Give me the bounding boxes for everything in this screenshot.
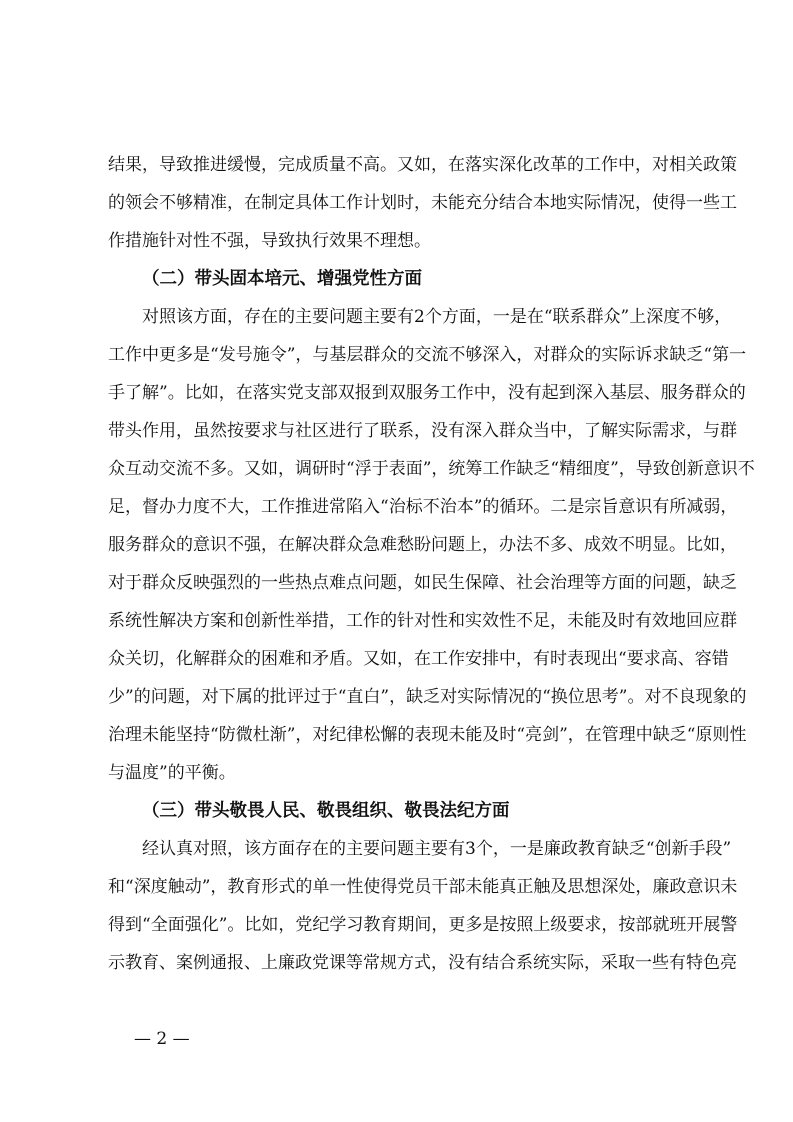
body-text-line: 对于群众反映强烈的一些热点难点问题，如民生保障、社会治理等方面的问题，缺乏 xyxy=(108,573,737,593)
body-text-line: 与温度”的平衡。 xyxy=(108,763,236,783)
body-text-line: 众关切，化解群众的困难和矛盾。又如，在工作安排中，有时表现出“要求高、容错 xyxy=(108,649,729,669)
body-text-line: 众互动交流不多。又如，调研时“浮于表面”，统筹工作缺乏“精细度”，导致创新意识不 xyxy=(108,459,755,479)
body-text-line: 经认真对照，该方面存在的主要问题主要有3个，一是廉政教育缺乏“创新手段” xyxy=(142,839,732,859)
body-text-line: 治理未能坚持“防微杜渐”，对纪律松懈的表现未能及时“亮剑”，在管理中缺乏“原则性 xyxy=(108,725,747,745)
body-text-line: 工作中更多是“发号施令”，与基层群众的交流不够深入，对群众的实际诉求缺乏“第一 xyxy=(108,345,747,365)
body-text-line: 示教育、案例通报、上廉政党课等常规方式，没有结合系统实际，采取一些有特色亮 xyxy=(108,953,737,973)
body-text-line: 少”的问题，对下属的批评过于“直白”，缺乏对实际情况的“换位思考”。对不良现象的 xyxy=(108,687,747,707)
body-text-line: 和“深度触动”，教育形式的单一性使得党员干部未能真正触及思想深处，廉政意识未 xyxy=(108,877,738,897)
body-text-line: 带头作用，虽然按要求与社区进行了联系，没有深入群众当中，了解实际需求，与群 xyxy=(108,421,737,441)
body-text-line: 对照该方面，存在的主要问题主要有2个方面，一是在“联系群众”上深度不够， xyxy=(142,307,732,327)
body-text-line: 足，督办力度不大，工作推进常陷入“治标不治本”的循环。二是宗旨意识有所减弱， xyxy=(108,497,738,517)
body-text-line: 作措施针对性不强，导致执行效果不理想。 xyxy=(108,231,431,251)
body-text-line: 结果，导致推进缓慢，完成质量不高。又如，在落实深化改革的工作中，对相关政策 xyxy=(108,155,737,175)
body-text-line: 的领会不够精准，在制定具体工作计划时，未能充分结合本地实际情况，使得一些工 xyxy=(108,193,737,213)
body-text-line: 得到“全面强化”。比如，党纪学习教育期间，更多是按照上级要求，按部就班开展警 xyxy=(108,915,738,935)
page-number: — 2 — xyxy=(134,1029,190,1049)
body-text-line: 手了解”。比如，在落实党支部双报到双服务工作中，没有起到深入基层、服务群众的 xyxy=(108,383,746,403)
body-text-line: 服务群众的意识不强，在解决群众急难愁盼问题上，办法不多、成效不明显。比如， xyxy=(108,535,737,555)
body-text-line: 系统性解决方案和创新性举措，工作的针对性和实效性不足，未能及时有效地回应群 xyxy=(108,611,737,631)
section-heading-2: （二）带头固本培元、增强党性方面 xyxy=(142,269,422,289)
section-heading-3: （三）带头敬畏人民、敬畏组织、敬畏法纪方面 xyxy=(142,801,510,821)
